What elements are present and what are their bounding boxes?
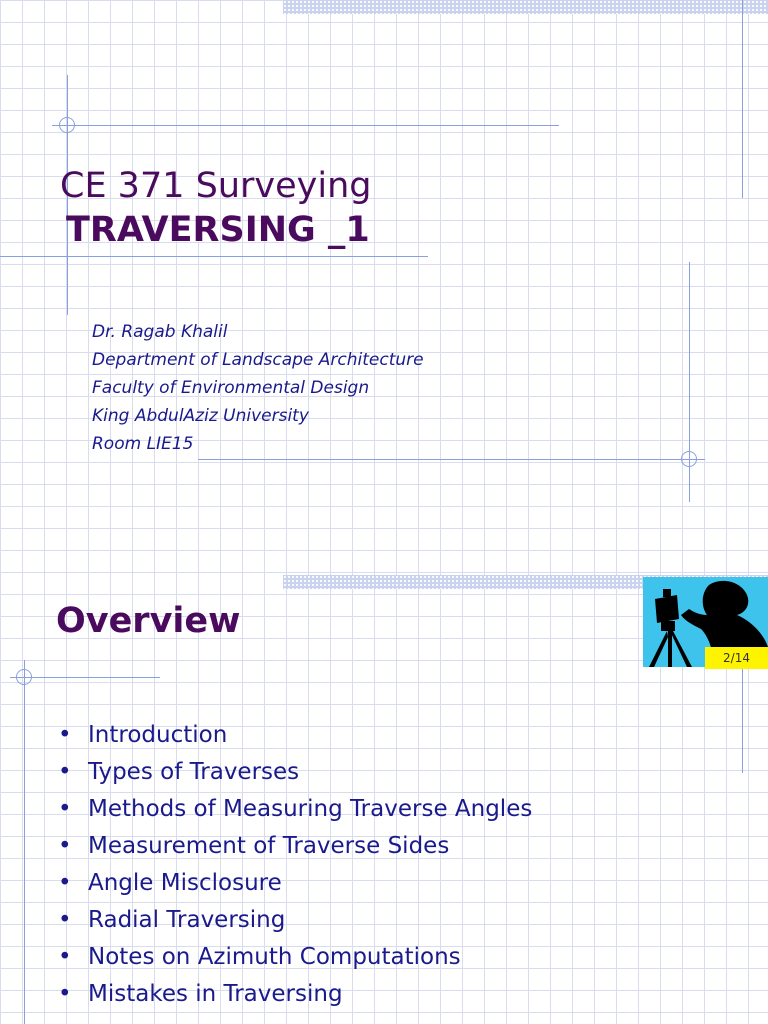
decor-vertical-line — [742, 667, 743, 773]
list-item — [58, 976, 532, 1013]
author-name: Dr. Ragab Khalil — [92, 322, 228, 342]
list-item-label: Measurement of Traverse Sides — [88, 833, 450, 859]
list-item-label: Introduction — [88, 722, 228, 748]
list-item-label: Methods of Measuring Traverse Angles — [88, 796, 533, 822]
author-room: Room LIE15 — [92, 434, 194, 454]
bullet-icon: • — [58, 759, 72, 785]
list-item-label: Angle Misclosure — [88, 870, 282, 896]
dotted-header-bar — [283, 0, 768, 14]
list-item — [58, 717, 532, 754]
bullet-icon: • — [58, 870, 72, 896]
bullet-icon: • — [58, 796, 72, 822]
decor-vertical-line — [24, 660, 25, 1024]
list-item-label: Radial Traversing — [88, 907, 286, 933]
page-number-badge: 2/14 — [705, 647, 768, 669]
section-title: Overview — [56, 601, 241, 641]
decor-horizontal-line — [52, 125, 559, 126]
list-item — [58, 939, 532, 976]
list-item-label: Types of Traverses — [88, 759, 300, 785]
crosshair-circle-icon — [16, 669, 32, 685]
list-item — [58, 865, 532, 902]
deck-title: TRAVERSING _1 — [66, 210, 370, 250]
overview-slide — [0, 575, 768, 1024]
bullet-icon: • — [58, 944, 72, 970]
author-info — [92, 318, 424, 458]
bullet-icon: • — [58, 833, 72, 859]
overview-list — [58, 717, 532, 1013]
course-title: CE 371 Surveying — [60, 166, 372, 206]
list-item — [58, 791, 532, 828]
author-faculty: Faculty of Environmental Design — [92, 378, 370, 398]
list-item-label: Mistakes in Traversing — [88, 981, 343, 1007]
list-item — [58, 902, 532, 939]
decor-horizontal-line — [198, 459, 705, 460]
list-item — [58, 828, 532, 865]
crosshair-circle-icon — [59, 117, 75, 133]
bullet-icon: • — [58, 722, 72, 748]
list-item — [58, 754, 532, 791]
author-department: Department of Landscape Architecture — [92, 350, 424, 370]
bullet-icon: • — [58, 907, 72, 933]
decor-vertical-line — [742, 0, 743, 198]
decor-horizontal-line — [10, 677, 160, 678]
decor-horizontal-line — [0, 256, 428, 257]
bullet-icon: • — [58, 981, 72, 1007]
crosshair-circle-icon — [681, 451, 697, 467]
author-university: King AbdulAziz University — [92, 406, 309, 426]
list-item-label: Notes on Azimuth Computations — [88, 944, 461, 970]
